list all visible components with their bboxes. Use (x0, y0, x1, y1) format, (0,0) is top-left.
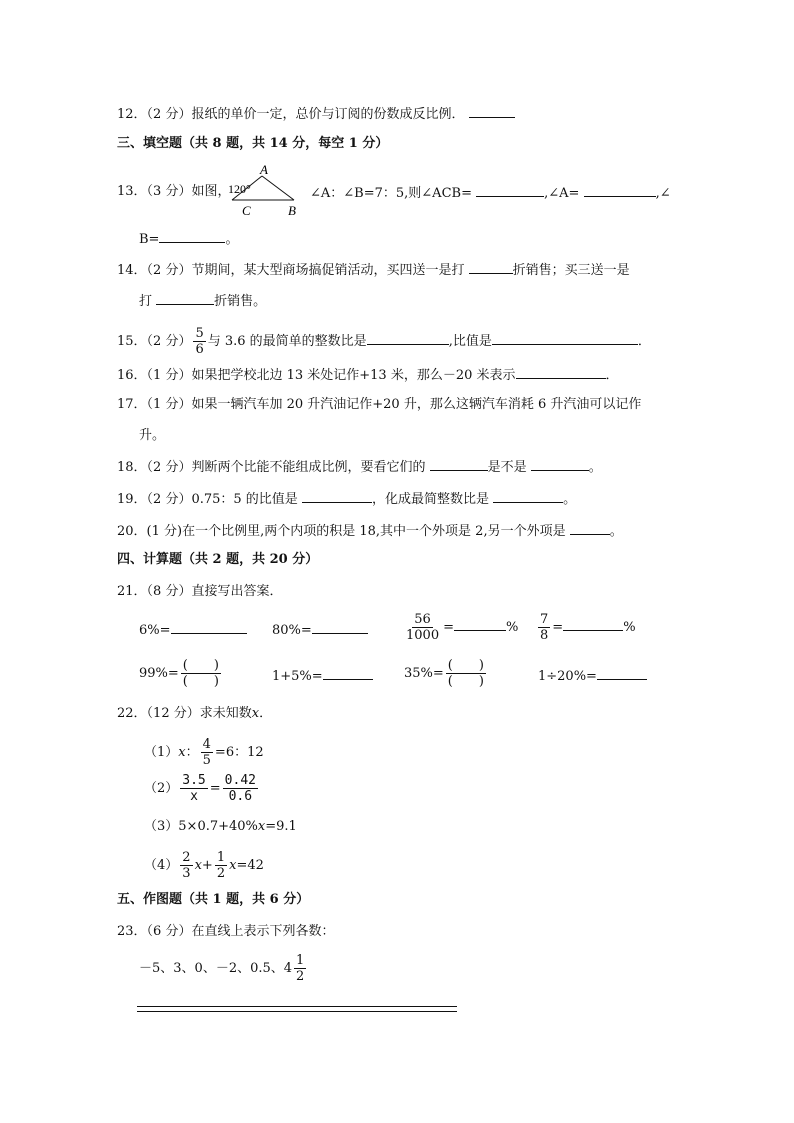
question-15 (117, 326, 651, 357)
question-text: ∠A：∠B=7：5,则∠ACB= (310, 186, 472, 201)
question-text: 判断两个比能不能组成比例，要看它们的 (191, 460, 426, 475)
punctuation: ． (637, 334, 651, 349)
question-text: ,∠A= (544, 186, 580, 201)
answer-blank-value[interactable] (492, 331, 638, 345)
question-17 (117, 396, 641, 414)
question-number: 14． (117, 263, 147, 278)
answer-blank[interactable] (469, 104, 515, 118)
fraction (294, 953, 306, 984)
denominator: 1000 (406, 628, 440, 643)
denominator: 0.6 (228, 789, 253, 804)
numerator: 3.5 (182, 773, 206, 788)
question-score: （8 分） (146, 584, 192, 599)
question-number: 21． (117, 584, 147, 599)
fraction (180, 850, 192, 881)
denominator-blank: ( ) (447, 674, 484, 689)
denominator-blank: ( ) (182, 674, 219, 689)
question-text: ,比值是 (448, 334, 492, 349)
answer-blank-a[interactable] (584, 183, 656, 197)
numbers-list (139, 953, 308, 984)
question-text: 打 (139, 294, 153, 309)
expression: =42 (236, 858, 264, 873)
question-18 (117, 457, 602, 477)
angle-label: 120° (228, 182, 251, 196)
question-text: 求未知数 (199, 706, 252, 721)
fraction (193, 326, 205, 357)
expression: 99%= (139, 666, 179, 681)
expression: 6%= (139, 623, 171, 638)
expression: 1÷20%= (538, 669, 597, 684)
answer-blank[interactable] (312, 620, 368, 634)
equation-label: （4） (144, 858, 179, 873)
expression: 80%= (272, 623, 312, 638)
question-text: 如果把学校北边 13 米处记作+13 米，那么－20 米表示 (191, 368, 516, 383)
question-text: 在直线上表示下列各数： (191, 924, 335, 939)
operator: ： (185, 745, 199, 760)
question-number: 17． (117, 397, 147, 412)
calc-item-b (272, 620, 368, 640)
calc-item-a (139, 620, 247, 640)
variable: x (251, 706, 260, 721)
question-score: （2 分） (146, 460, 192, 475)
question-number: 18． (117, 460, 147, 475)
numerator: 56 (414, 612, 431, 627)
variable: x (194, 858, 202, 873)
question-21 (117, 583, 282, 601)
equation-4 (144, 850, 264, 881)
question-score: （2 分） (146, 263, 192, 278)
question-22 (117, 705, 272, 723)
expression: 5×0.7+40% (178, 819, 258, 834)
expression: =9.1 (265, 819, 297, 834)
question-score: （2 分） (146, 492, 192, 507)
answer-blank[interactable] (156, 291, 214, 305)
question-score: （3 分） (146, 184, 192, 199)
calc-item-e (139, 658, 223, 689)
denominator: 2 (296, 969, 305, 984)
vertex-label-b: B (288, 203, 296, 218)
question-number: 23． (117, 924, 147, 939)
denominator: x (190, 789, 198, 804)
question-text: B= (139, 232, 160, 247)
punctuation: ． (605, 368, 619, 383)
question-text: 与 3.6 的最简单的整数比是 (207, 334, 367, 349)
triangle-side-ab (262, 176, 294, 200)
question-text: 如图， (191, 184, 231, 199)
section-4-heading: 四、计算题（共 2 题，共 20 分） (117, 552, 319, 567)
question-number: 16． (117, 368, 147, 383)
answer-blank[interactable] (531, 457, 589, 471)
question-score: （12 分） (146, 706, 200, 721)
question-14 (117, 260, 630, 280)
punctuation: 。 (563, 492, 577, 507)
answer-blank[interactable] (323, 666, 373, 680)
answer-blank[interactable] (597, 666, 647, 680)
numerator-blank: ( ) (182, 658, 219, 673)
answer-blank[interactable] (563, 617, 623, 631)
denominator: 2 (216, 866, 226, 881)
question-number: 13． (117, 184, 147, 199)
question-19 (117, 489, 576, 509)
calc-item-f (272, 666, 373, 686)
question-text: ,∠ (655, 186, 671, 201)
question-text: 0.75：5 的比值是 (191, 492, 298, 507)
equation-2 (144, 773, 260, 804)
percent-sign: % (506, 620, 519, 635)
calc-item-g (404, 658, 488, 689)
calc-item-c (402, 612, 518, 643)
numerator: 5 (195, 326, 204, 341)
answer-blank[interactable] (430, 457, 488, 471)
fraction (404, 612, 441, 643)
fraction (538, 612, 550, 643)
question-16 (117, 365, 619, 385)
triangle-figure (222, 160, 306, 218)
question-text: 升。 (139, 428, 166, 443)
answer-blank[interactable] (302, 489, 372, 503)
numerator: 7 (540, 612, 549, 627)
punctuation: ． (259, 706, 273, 721)
question-14-line-2 (139, 291, 266, 311)
equals: = (443, 620, 454, 635)
question-number: 20． (117, 524, 147, 539)
numerator: 2 (182, 850, 191, 865)
answer-blank[interactable] (469, 260, 513, 274)
question-number: 15． (117, 334, 147, 349)
question-13 (117, 183, 230, 201)
punctuation: 。 (588, 460, 602, 475)
question-text: 报纸的单价一定，总价与订阅的份数成反比例． (191, 107, 465, 122)
answer-blank-acb[interactable] (476, 183, 544, 197)
question-13-line-2 (139, 229, 238, 249)
fraction (215, 850, 227, 881)
question-17-line-2 (139, 427, 165, 445)
denominator: 6 (195, 342, 204, 357)
equation-label: （1） (144, 745, 179, 760)
number-line-area[interactable] (137, 1006, 457, 1012)
variable: x (257, 819, 266, 834)
question-score: （2 分） (146, 107, 192, 122)
equation-1 (144, 737, 264, 768)
answer-blank-b[interactable] (159, 229, 225, 243)
question-score: (1 分) (146, 524, 183, 539)
expression: 1+5%= (272, 669, 323, 684)
question-text: 折销售；买三送一是 (512, 263, 630, 278)
equals: = (552, 620, 564, 635)
vertex-label-c: C (242, 203, 251, 218)
calc-item-h (538, 666, 647, 686)
fraction (180, 773, 207, 804)
numerator: 1 (216, 850, 226, 865)
question-text: 如果一辆汽车加 20 升汽油记作+20 升，那么这辆汽车消耗 6 升汽油可以记作 (191, 397, 642, 412)
expression: =6：12 (214, 745, 264, 760)
punctuation: 。 (225, 232, 239, 247)
fraction (201, 737, 213, 768)
numerator: 1 (296, 953, 305, 968)
variable: x (229, 858, 237, 873)
question-number: 12． (117, 107, 147, 122)
equation-label: （2） (144, 781, 179, 796)
answer-blank[interactable] (171, 620, 247, 634)
numerator: 0.42 (224, 773, 256, 788)
question-score: （2 分） (146, 334, 192, 349)
section-3-heading: 三、填空题（共 8 题，共 14 分，每空 1 分） (117, 136, 389, 151)
question-score: （6 分） (146, 924, 192, 939)
question-score: （1 分） (146, 397, 192, 412)
question-text: 是不是 (487, 460, 527, 475)
equation-3 (144, 818, 297, 836)
question-text: 在一个比例里,两个内项的积是 18,其中一个外项是 2,另一个外项是 (182, 524, 566, 539)
vertex-label-a: A (260, 162, 268, 177)
equals: = (209, 781, 221, 796)
question-text: 直接写出答案． (191, 584, 283, 599)
answer-blank[interactable] (570, 521, 610, 535)
calc-item-d (536, 612, 636, 643)
question-number: 22． (117, 706, 147, 721)
denominator: 5 (202, 753, 211, 768)
question-number: 19． (117, 492, 147, 507)
question-text: 节期间，某大型商场搞促销活动，买四送一是打 (191, 263, 465, 278)
fraction-answer[interactable] (446, 658, 486, 689)
answer-blank[interactable] (516, 365, 606, 379)
denominator: 8 (540, 628, 549, 643)
question-score: （1 分） (146, 368, 192, 383)
numerator-blank: ( ) (447, 658, 484, 673)
numbers-text: －5、3、0、－2、0.5、4 (139, 961, 293, 976)
punctuation: 。 (609, 524, 623, 539)
section-5-heading: 五、作图题（共 1 题，共 6 分） (117, 892, 310, 907)
question-text: ，化成最简整数比是 (371, 492, 489, 507)
question-text: 折销售。 (214, 294, 267, 309)
numerator: 4 (202, 737, 211, 752)
answer-blank[interactable] (493, 489, 563, 503)
equation-label: （3） (144, 819, 179, 834)
question-20 (117, 521, 623, 541)
question-13-text (310, 183, 671, 203)
fraction-answer[interactable] (181, 658, 221, 689)
expression: 35%= (404, 666, 444, 681)
fraction (223, 773, 258, 804)
denominator: 3 (182, 866, 191, 881)
question-12 (117, 104, 515, 124)
percent-sign: % (623, 620, 636, 635)
answer-blank[interactable] (454, 617, 506, 631)
answer-blank-ratio[interactable] (367, 331, 449, 345)
question-23 (117, 923, 334, 941)
operator: + (201, 858, 213, 873)
variable: x (178, 745, 186, 760)
